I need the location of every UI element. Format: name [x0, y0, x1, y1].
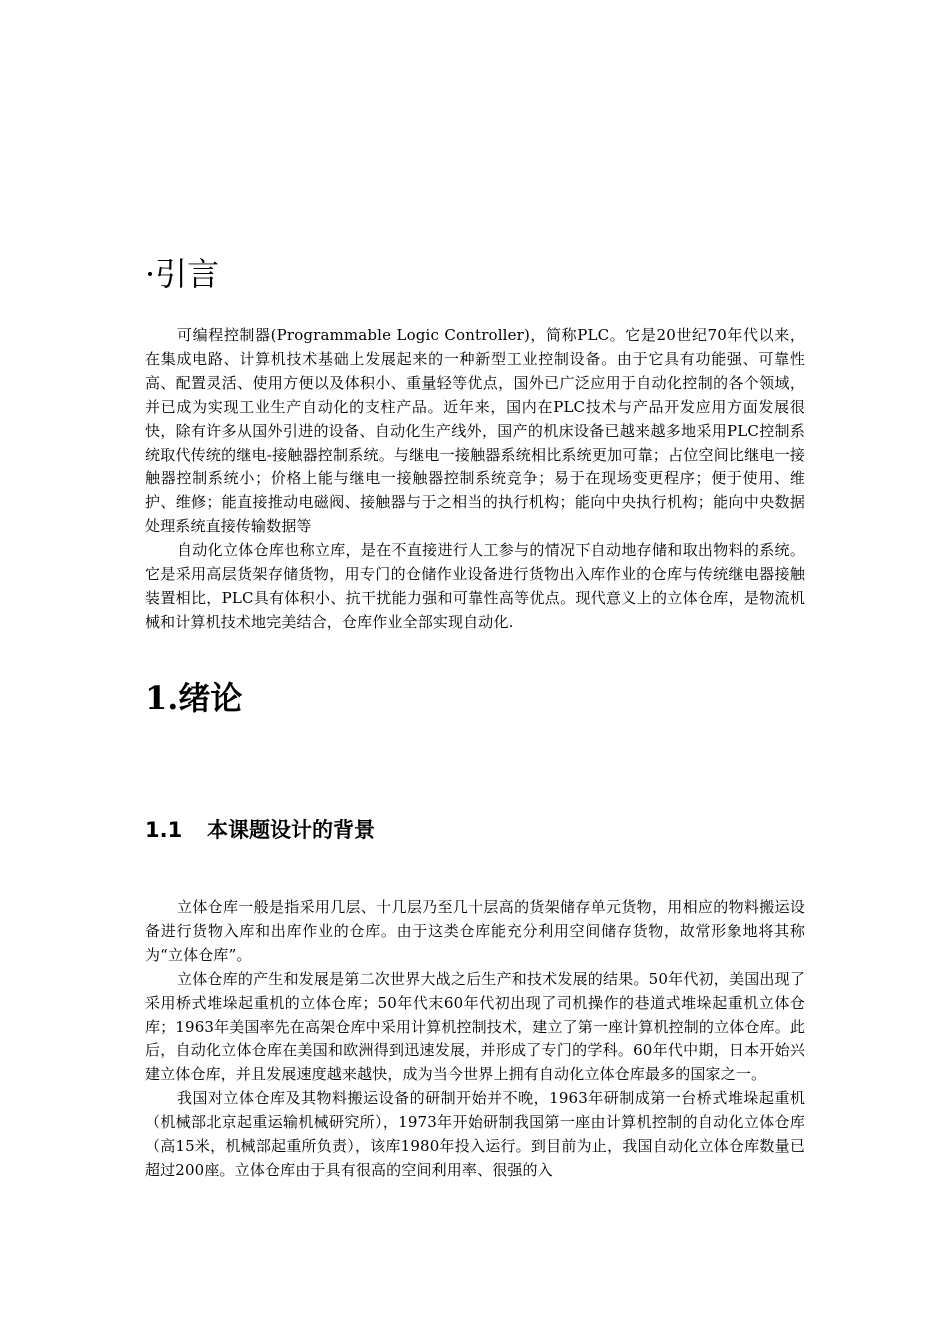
section-1-1-body: [145, 896, 805, 1183]
intro-heading: ·引言: [145, 255, 220, 293]
section-paragraph-3: 我国对立体仓库及其物料搬运设备的研制开始并不晚，1963年研制成第一台桥式堆垛起重机（机械部北京起重运输机械研究所），1973年开始研制我国第一座由计算机控制的自动化立体仓库（高15米，机械部起重所负责），该库1980年投入运行。到目前为止，我国自动化立体仓库数量已超过200座。立体仓库由于具有很高的空间利用率、很强的入: [145, 1089, 805, 1179]
chapter-1-heading: 1.绪论: [145, 679, 243, 717]
intro-paragraph-1: 可编程控制器(Programmable Logic Controller)，简称PLC。它是20世纪70年代以来，在集成电路、计算机技术基础上发展起来的一种新型工业控制设备。由于它具有功能强、可靠性高、配置灵活、使用方便以及体积小、重量轻等优点，国外已广泛应用于自动化控制的各个领域，并已成为实现工业生产自动化的支柱产品。近年来，国内在PLC技术与产品开发应用方面发展很快，除有许多从国外引进的设备、自动化生产线外，国产的机床设备已越来越多地采用PLC控制系统取代传统的继电-接触器控制系统。与继电一接触器系统相比系统更加可靠；占位空间比继电一接触器控制系统小；价格上能与继电一接触器控制系统竞争；易于在现场变更程序；便于使用、维护、维修；能直接推动电磁阀、接触器与于之相当的执行机构；能向中央执行机构；能向中央数据处理系统直接传输数据等: [145, 326, 805, 536]
intro-body: [145, 324, 805, 635]
section-paragraph-2: 立体仓库的产生和发展是第二次世界大战之后生产和技术发展的结果。50年代初，美国出现了采用桥式堆垛起重机的立体仓库；50年代末60年代初出现了司机操作的巷道式堆垛起重机立体仓库；1963年美国率先在高架仓库中采用计算机控制技术，建立了第一座计算机控制的立体仓库。此后，自动化立体仓库在美国和欧洲得到迅速发展，并形成了专门的学科。60年代中期，日本开始兴建立体仓库，并且发展速度越来越快，成为当今世界上拥有自动化立体仓库最多的国家之一。: [145, 969, 805, 1084]
section-title: 本课题设计的背景: [207, 818, 375, 842]
section-number: 1.1: [145, 818, 183, 842]
intro-paragraph-2: 自动化立体仓库也称立库，是在不直接进行人工参与的情况下自动地存储和取出物料的系统。它是采用高层货架存储货物，用专门的仓储作业设备进行货物出入库作业的仓库与传统继电器接触装置相比，PLC具有体积小、抗干扰能力强和可靠性高等优点。现代意义上的立体仓库，是物流机械和计算机技术地完美结合，仓库作业全部实现自动化.: [145, 541, 805, 631]
section-1-1-heading: [145, 814, 375, 846]
section-paragraph-1: 立体仓库一般是指采用几层、十几层乃至几十层高的货架储存单元货物，用相应的物料搬运设备进行货物入库和出库作业的仓库。由于这类仓库能充分利用空间储存货物，故常形象地将其称为“立体仓库”。: [145, 898, 805, 964]
